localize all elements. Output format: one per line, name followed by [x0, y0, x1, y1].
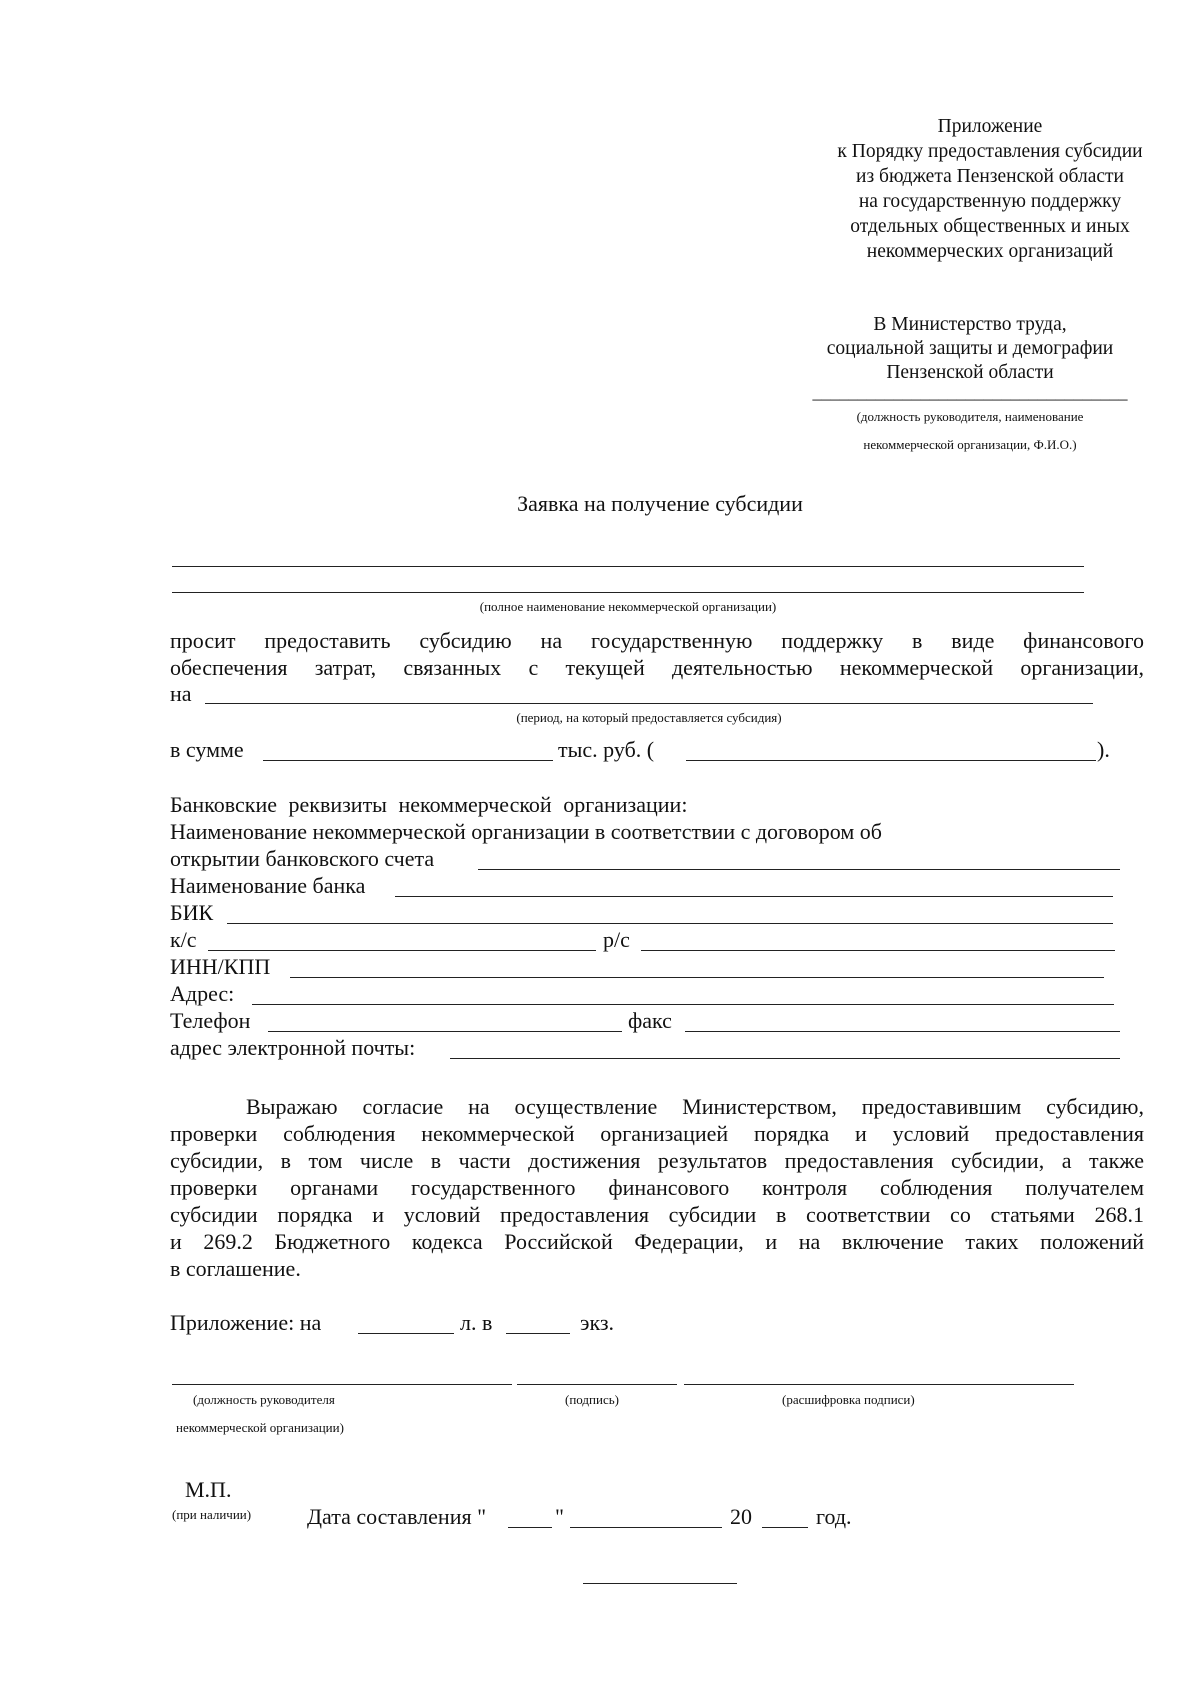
addressee-line: Пензенской области — [886, 362, 1054, 383]
date-year-prefix: 20 — [730, 1504, 752, 1529]
addressee-blank[interactable]: ___________________________________ — [812, 382, 1128, 402]
date-month-field[interactable] — [570, 1527, 722, 1528]
period-field[interactable] — [205, 703, 1093, 704]
org-name-field[interactable] — [172, 592, 1084, 593]
attachment-copies-field[interactable] — [506, 1333, 570, 1334]
period-hint: (период, на который предоставляется субсидия) — [516, 710, 782, 725]
position-field[interactable] — [172, 1384, 512, 1385]
consent-line: Выражаю согласие на осуществление Министерством, предоставившим субсидию, — [246, 1094, 1144, 1119]
annex-line: некоммерческих организаций — [866, 241, 1114, 262]
annex-line: на государственную поддержку — [858, 191, 1122, 212]
page-title: Заявка на получение субсидии — [517, 491, 803, 516]
copies-label: экз. — [580, 1310, 615, 1335]
attachment-sheets-field[interactable] — [358, 1333, 454, 1334]
account-label: открытии банковского счета — [170, 846, 435, 871]
ks-label: к/с — [170, 927, 197, 952]
sum-words-field[interactable] — [686, 760, 1096, 761]
sum-amount-field[interactable] — [263, 760, 553, 761]
addressee-hint: (должность руководителя, наименование — [856, 409, 1084, 424]
consent-line: в соглашение. — [170, 1256, 301, 1281]
signature-hint: (подпись) — [565, 1392, 619, 1407]
addressee-line: социальной защиты и демографии — [826, 338, 1114, 359]
date-year-field[interactable] — [762, 1527, 808, 1528]
date-quote: " — [555, 1504, 564, 1529]
bank-label: Наименование банка — [170, 873, 366, 898]
account-field[interactable] — [478, 869, 1120, 870]
address-label: Адрес: — [170, 981, 235, 1006]
annex-line: к Порядку предоставления субсидии — [837, 141, 1143, 162]
phone-label: Телефон — [170, 1008, 251, 1033]
bank-field[interactable] — [395, 896, 1113, 897]
attachment-label: Приложение: на — [170, 1310, 322, 1335]
closing-separator — [583, 1583, 737, 1584]
address-field[interactable] — [252, 1004, 1114, 1005]
period-label: на — [170, 681, 192, 706]
consent-paragraph — [170, 1093, 1144, 1282]
sum-label: в сумме — [170, 737, 244, 762]
rs-field[interactable] — [641, 950, 1115, 951]
org-name-field[interactable] — [172, 566, 1084, 567]
rs-label: р/с — [603, 927, 630, 952]
addressee-hint: некоммерческой организации, Ф.И.О.) — [863, 437, 1077, 452]
phone-field[interactable] — [268, 1031, 622, 1032]
signature-field[interactable] — [517, 1384, 677, 1385]
bik-label: БИК — [170, 900, 214, 925]
date-label: Дата составления " — [307, 1504, 487, 1529]
stamp-label: М.П. — [185, 1477, 232, 1502]
fax-label: факс — [628, 1008, 672, 1033]
email-field[interactable] — [450, 1058, 1120, 1059]
date-year-suffix: год. — [816, 1504, 852, 1529]
consent-line: субсидии, в том числе в части достижения результатов предоставления субсидии, а также — [170, 1148, 1144, 1173]
bank-name-label: Наименование некоммерческой организации в соответствии с договором об — [170, 819, 882, 844]
ks-field[interactable] — [208, 950, 596, 951]
fax-field[interactable] — [685, 1031, 1120, 1032]
consent-line: проверки органами государственного финансового контроля соблюдения получателем — [170, 1175, 1144, 1200]
signature-decode-field[interactable] — [684, 1384, 1074, 1385]
email-label: адрес электронной почты: — [170, 1035, 416, 1060]
consent-line: субсидии порядка и условий предоставления субсидии в соответствии со статьями 268.1 — [170, 1202, 1144, 1227]
request-text: просит предоставить субсидию на государственную поддержку в виде финансового — [170, 628, 1144, 653]
inn-kpp-field[interactable] — [290, 977, 1104, 978]
sheets-label: л. в — [460, 1310, 493, 1335]
stamp-hint: (при наличии) — [172, 1507, 252, 1522]
bank-heading: Банковские реквизиты некоммерческой организации: — [170, 792, 688, 817]
annex-line: из бюджета Пензенской области — [856, 166, 1124, 187]
sum-close: ). — [1097, 737, 1110, 762]
consent-line: и 269.2 Бюджетного кодекса Российской Федерации, и на включение таких положений — [170, 1229, 1144, 1254]
bik-field[interactable] — [227, 923, 1113, 924]
position-hint: (должность руководителя — [193, 1392, 335, 1407]
consent-line: проверки соблюдения некоммерческой организацией порядка и условий предоставления — [170, 1121, 1144, 1146]
annex-line: Приложение — [937, 116, 1043, 137]
inn-kpp-label: ИНН/КПП — [170, 954, 271, 979]
request-text: обеспечения затрат, связанных с текущей деятельностью некоммерческой организации, — [170, 655, 1144, 680]
signature-decode-hint: (расшифровка подписи) — [782, 1392, 915, 1407]
date-day-field[interactable] — [508, 1527, 552, 1528]
position-hint: некоммерческой организации) — [176, 1420, 344, 1435]
annex-line: отдельных общественных и иных — [850, 216, 1130, 237]
org-name-hint: (полное наименование некоммерческой организации) — [479, 599, 777, 614]
addressee-line: В Министерство труда, — [873, 314, 1067, 335]
currency-label: тыс. руб. ( — [558, 737, 655, 762]
